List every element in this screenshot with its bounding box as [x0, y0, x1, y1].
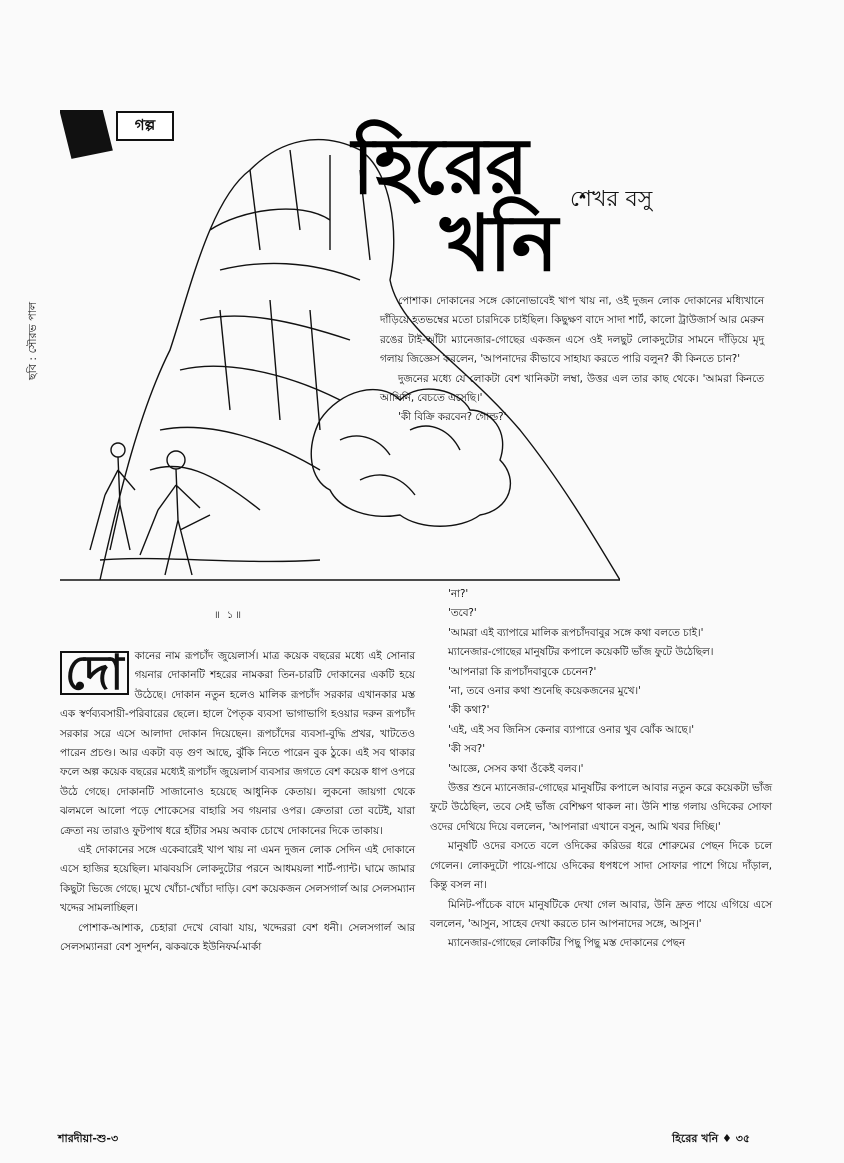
right-top-text — [380, 292, 764, 428]
category-label: গল্প — [134, 115, 156, 134]
paragraph: 'না, তবে ওনার কথা শুনেছি কয়েকজনের মুখে।' — [448, 685, 641, 698]
left-column-text — [60, 647, 415, 958]
section-marker: ॥ ১॥ — [214, 610, 243, 621]
paragraph: 'আপনারা কি রূপচাঁদবাবুকে চেনেন?' — [448, 665, 597, 678]
story-title-line1: হিরের — [352, 121, 527, 212]
paragraph: পোশাক-আশাক, চেহারা দেখে বোঝা যায়, খদ্দেররা বেশ ধনী। সেলসগার্ল আর সেলসম্যানরা বেশ সুদর্শন, ঝকঝকে ইউনিফর্ম-মার্কা — [60, 921, 415, 954]
paragraph: এই দোকানের সঙ্গে একেবারেই খাপ খায় না এমন দুজন লোক সেদিন এই দোকানে এসে হাজির হয়েছিল। মাঝবয়সি লোকদুটোর পরনে আধময়লা শার্ট-প্যান্ট। ঘামে জামার কিছুটা ভিজে গেছে। মুখে খোঁচা-খোঁচা দাড়ি। বেশ কয়েকজন সেলসগার্ল আর সেলসম্যান খদ্দের সামলাচ্ছিল। — [60, 844, 415, 915]
footer-page-label: হিরের খনি ♦ ৩৫ — [671, 1132, 750, 1145]
paragraph: 'আমরা এই ব্যাপারে মালিক রূপচাঁদবাবুর সঙ্গে কথা বলতে চাই।' — [448, 626, 704, 639]
illustration-credit: ছবি : সৌরভ পাল — [26, 301, 39, 380]
drop-cap: দো — [60, 651, 129, 695]
paragraph: 'আজ্ঞে, সেসব কথা ওঁকেই বলব।' — [448, 762, 584, 775]
author-name: শেখর বসু — [570, 187, 653, 212]
paragraph: 'এই, এই সব জিনিস কেনার ব্যাপারে ওনার খুব ঝোঁক আছে।' — [448, 723, 695, 736]
paragraph: উত্তর শুনে ম্যানেজার-গোছের মানুষটির কপালে আবার নতুন করে কয়েকটা ভাঁজ ফুটে উঠেছিল, তবে সেই ভাঁজ বেশিক্ষণ থাকল না। উনি শান্ত গলায় ওদিকের সোফা ওদের দেখিয়ে দিয়ে বললেন, 'আপনারা এখানে বসুন, আমি খবর দিচ্ছি।' — [430, 782, 772, 833]
paragraph: মানুষটি ওদের বসতে বলে ওদিকের করিডর ধরে শোরুমের পেছন দিকে চলে গেলেন। লোকদুটো পায়ে-পায়ে ওদিকের ধপধপে সাদা সোফার পাশে গিয়ে দাঁড়াল, কিন্তু বসল না। — [430, 840, 772, 892]
paragraph: মিনিট-পাঁচেক বাদে মানুষটিকে দেখা গেল আবার, উনি দ্রুত পায়ে এগিয়ে এসে বললেন, 'আসুন, সাহেব দেখা করতে চান আপনাদের সঙ্গে, আসুন।' — [430, 898, 772, 930]
category-badge — [116, 111, 174, 141]
paragraph: দুজনের মধ্যে যে লোকটা বেশ খানিকটা লম্বা, উত্তর এল তার কাছ থেকে। 'আমরা কিনতে আসিনি, বেচতে এসেছি।' — [380, 372, 764, 405]
paragraph: 'কী সব?' — [448, 743, 486, 756]
paragraph: পোশাক। দোকানের সঙ্গে কোনোভাবেই খাপ খায় না, ওই দুজন লোক দোকানের মধ্যিখানে দাঁড়িয়ে হতভম্বের মতো চারদিকে চাইছিল। কিছুক্ষণ বাদে সাদা শার্ট, কালো ট্রাউজার্স আর মেরুন রঙের টাই-আঁটা ম্যানেজার-গোছের একজন এসে ওই দলছুট লোকদুটোর সামনে দাঁড়িয়ে মৃদু গলায় জিজ্ঞেস করলেন, 'আপনাদের কীভাবে সাহায্য করতে পারি বলুন? কী কিনতে চান?' — [380, 295, 764, 366]
story-title-line2: খনি — [440, 198, 557, 289]
paragraph: 'তবে?' — [448, 607, 477, 620]
paragraph: 'কী বিক্রি করবেন? গোল্ড?' — [398, 411, 507, 424]
paragraph: ম্যানেজার-গোছের লোকটির পিছু পিছু মস্ত দোকানের পেছন — [448, 937, 686, 950]
paragraph: 'কী কথা?' — [448, 704, 490, 717]
paragraph: কানের নাম রূপচাঁদ জুয়েলার্স। মাত্র কয়েক বছরের মধ্যে এই সোনার গয়নার দোকানটি শহরের নামকরা তিন-চারটি দোকানের একটি হয়ে উঠেছে। দোকান নতুন হলেও মালিক রূপচাঁদ সরকার এখানকার মস্ত এক স্বর্ণব্যবসায়ী-পরিবারের ছেলে। হালে পৈতৃক ব্যবসা ভাগাভাগি হওয়ার দরুন রূপচাঁদ সরকার সরে এসে আলাদা দোকান দিয়েছেন। রূপচাঁদের ব্যবসা-বুদ্ধি প্রখর, খাটতেও পারেন প্রচণ্ড। আর একটা বড় গুণ আছে, ঝুঁকি নিতে পারেন বুক ঠুকে। এই সব থাকার ফলে অল্প কয়েক বছরের মধ্যেই রূপচাঁদ জুয়েলার্স ব্যবসার জগতে বেশ কয়েক ধাপ ওপরে উঠে গেছে। দোকানটি সাজানোও হয়েছে আধুনিক কেতায়। লুকনো জায়গা থেকে ঝলমলে আলো পড়ে শোকেসের বাহারি সব গয়নার ওপর। ক্রেতারা তো বটেই, যারা ক্রেতা নয় তারাও ফুটপাথ ধরে হাঁটার সময় অবাক চোখে দোকানের দিকে তাকায়। — [60, 650, 415, 837]
footer-issue-label: শারদীয়া-শু-৩ — [58, 1132, 119, 1145]
right-bottom-text — [430, 585, 772, 954]
paragraph: 'না?' — [448, 588, 469, 600]
paragraph: ম্যানেজার-গোছের মানুষটির কপালে কয়েকটি ভাঁজ ফুটে উঠেছিল। — [448, 646, 714, 659]
